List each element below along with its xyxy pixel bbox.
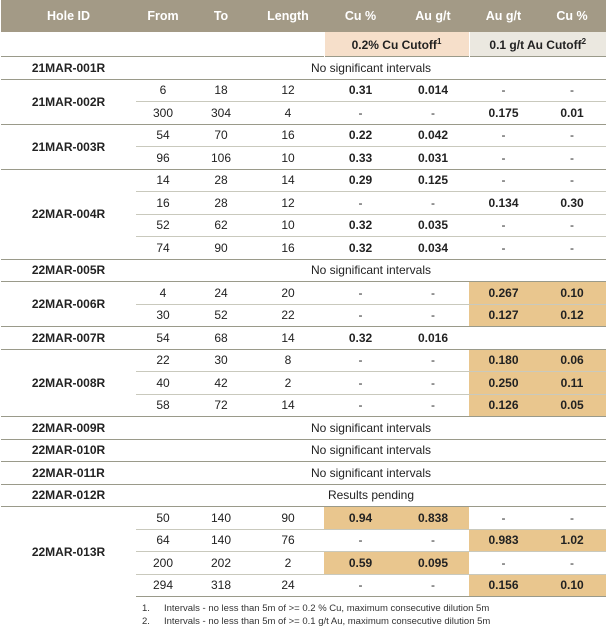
length-cell: 2 <box>252 372 324 395</box>
au-gt-cell-2: 0.175 <box>469 102 538 125</box>
hole-id: 22MAR-011R <box>1 462 136 485</box>
cu-pct-cell-2: 0.30 <box>538 192 606 215</box>
to-cell: 28 <box>190 192 252 215</box>
cu-pct-cell: - <box>324 394 397 417</box>
cu-pct-cell-2: - <box>538 79 606 102</box>
hole-id: 22MAR-008R <box>1 349 136 417</box>
length-cell: 14 <box>252 327 324 350</box>
length-cell: 16 <box>252 237 324 260</box>
footnote-text: Intervals - no less than 5m of >= 0.2 % Cu, maximum consecutive dilution 5m <box>164 603 490 614</box>
table-row <box>1 484 606 507</box>
hole-id: 22MAR-009R <box>1 417 136 440</box>
cu-pct-cell-2: 0.12 <box>538 304 606 327</box>
length-cell: 4 <box>252 102 324 125</box>
cu-pct-cell: - <box>324 349 397 372</box>
au-gt-cell-2: - <box>469 79 538 102</box>
cu-pct-cell: - <box>324 282 397 305</box>
au-gt-cell-2: - <box>469 552 538 575</box>
length-cell: 10 <box>252 214 324 237</box>
table-row <box>1 169 606 192</box>
header-to: To <box>190 0 252 32</box>
to-cell: 140 <box>190 529 252 552</box>
from-cell: 96 <box>136 147 190 170</box>
cu-pct-cell: - <box>324 574 397 597</box>
au-gt-cell: - <box>397 282 469 305</box>
length-cell: 76 <box>252 529 324 552</box>
table-row <box>1 507 606 530</box>
cu-pct-cell-2: 0.01 <box>538 102 606 125</box>
header-from: From <box>136 0 190 32</box>
hole-id: 22MAR-010R <box>1 439 136 462</box>
from-cell: 40 <box>136 372 190 395</box>
footnote <box>0 615 607 628</box>
hole-id: 22MAR-007R <box>1 327 136 350</box>
table-row <box>1 417 606 440</box>
hole-note: No significant intervals <box>136 57 606 80</box>
to-cell: 304 <box>190 102 252 125</box>
to-cell: 62 <box>190 214 252 237</box>
hole-note: No significant intervals <box>136 462 606 485</box>
header-cu-pct: Cu % <box>324 0 397 32</box>
from-cell: 4 <box>136 282 190 305</box>
to-cell: 106 <box>190 147 252 170</box>
cu-pct-cell-2: 0.10 <box>538 574 606 597</box>
footnotes <box>0 602 607 628</box>
table-row <box>1 124 606 147</box>
table-row <box>1 462 606 485</box>
hole-id: 22MAR-005R <box>1 259 136 282</box>
au-gt-cell-2: 0.156 <box>469 574 538 597</box>
au-gt-cell: - <box>397 574 469 597</box>
length-cell: 12 <box>252 192 324 215</box>
hole-id: 22MAR-006R <box>1 282 136 327</box>
cu-pct-cell-2: 1.02 <box>538 529 606 552</box>
au-gt-cell: 0.125 <box>397 169 469 192</box>
cu-cutoff-label: 0.2% Cu Cutoff$^1$ <box>324 32 469 57</box>
drill-results-table <box>1 0 606 597</box>
au-gt-cell: 0.014 <box>397 79 469 102</box>
au-gt-cell: - <box>397 529 469 552</box>
cu-pct-cell: - <box>324 192 397 215</box>
au-gt-cell: - <box>397 102 469 125</box>
length-cell: 12 <box>252 79 324 102</box>
length-cell: 10 <box>252 147 324 170</box>
cu-pct-cell: - <box>324 304 397 327</box>
table-row <box>1 327 606 350</box>
au-gt-cell: - <box>397 394 469 417</box>
from-cell: 74 <box>136 237 190 260</box>
to-cell: 42 <box>190 372 252 395</box>
to-cell: 318 <box>190 574 252 597</box>
to-cell: 140 <box>190 507 252 530</box>
to-cell: 70 <box>190 124 252 147</box>
from-cell: 50 <box>136 507 190 530</box>
cu-pct-cell-2: - <box>538 147 606 170</box>
cu-pct-cell-2: 0.05 <box>538 394 606 417</box>
au-gt-cell-2: - <box>469 147 538 170</box>
header-au-gt-2: Au g/t <box>469 0 538 32</box>
to-cell: 18 <box>190 79 252 102</box>
header-length: Length <box>252 0 324 32</box>
au-gt-cell-2: 0.250 <box>469 372 538 395</box>
au-gt-cell: - <box>397 349 469 372</box>
from-cell: 6 <box>136 79 190 102</box>
to-cell: 52 <box>190 304 252 327</box>
au-gt-cell: - <box>397 304 469 327</box>
au-gt-cell: 0.035 <box>397 214 469 237</box>
table-row <box>1 57 606 80</box>
cu-pct-cell: - <box>324 529 397 552</box>
cu-pct-cell-2: - <box>538 214 606 237</box>
cu-pct-cell-2: - <box>538 169 606 192</box>
cu-pct-cell-2: - <box>538 124 606 147</box>
footnote-text: Intervals - no less than 5m of >= 0.1 g/t Au, maximum consecutive dilution 5m <box>164 616 491 627</box>
length-cell: 8 <box>252 349 324 372</box>
length-cell: 90 <box>252 507 324 530</box>
table-row <box>1 79 606 102</box>
from-cell: 294 <box>136 574 190 597</box>
au-gt-cell: 0.095 <box>397 552 469 575</box>
table-row <box>1 259 606 282</box>
cu-pct-cell: 0.94 <box>324 507 397 530</box>
cu-pct-cell: 0.31 <box>324 79 397 102</box>
from-cell: 14 <box>136 169 190 192</box>
from-cell: 54 <box>136 327 190 350</box>
au-gt-cell: - <box>397 372 469 395</box>
table-row <box>1 282 606 305</box>
header-row <box>1 0 606 32</box>
length-cell: 2 <box>252 552 324 575</box>
length-cell: 16 <box>252 124 324 147</box>
au-gt-cell-2: - <box>469 507 538 530</box>
au-gt-cell-2: 0.127 <box>469 304 538 327</box>
footnote-number: 1. <box>142 603 150 614</box>
au-gt-cell: 0.031 <box>397 147 469 170</box>
from-cell: 52 <box>136 214 190 237</box>
table-row <box>1 439 606 462</box>
from-cell: 58 <box>136 394 190 417</box>
from-cell: 16 <box>136 192 190 215</box>
cu-pct-cell-2: 0.10 <box>538 282 606 305</box>
from-cell: 30 <box>136 304 190 327</box>
cu-pct-cell-2: 0.11 <box>538 372 606 395</box>
au-gt-cell-2: - <box>469 124 538 147</box>
length-cell: 24 <box>252 574 324 597</box>
table-row <box>1 349 606 372</box>
from-cell: 22 <box>136 349 190 372</box>
cu-pct-cell: 0.32 <box>324 237 397 260</box>
to-cell: 202 <box>190 552 252 575</box>
au-gt-cell-2: - <box>469 214 538 237</box>
hole-id: 21MAR-001R <box>1 57 136 80</box>
cutoff-row <box>1 32 606 57</box>
hole-id: 21MAR-003R <box>1 124 136 169</box>
au-gt-cell-2: 0.180 <box>469 349 538 372</box>
au-cutoff-label: 0.1 g/t Au Cutoff$^2$ <box>469 32 606 57</box>
au-gt-cell: 0.042 <box>397 124 469 147</box>
hole-note: No significant intervals <box>136 439 606 462</box>
length-cell: 20 <box>252 282 324 305</box>
header-cu-pct-2: Cu % <box>538 0 606 32</box>
cu-pct-cell: 0.29 <box>324 169 397 192</box>
hole-note: No significant intervals <box>136 259 606 282</box>
hole-id: 21MAR-002R <box>1 79 136 124</box>
au-gt-cell-2: 0.267 <box>469 282 538 305</box>
cu-pct-cell-2: - <box>538 507 606 530</box>
cu-pct-cell: 0.33 <box>324 147 397 170</box>
to-cell: 68 <box>190 327 252 350</box>
hole-id: 22MAR-012R <box>1 484 136 507</box>
hole-id: 22MAR-013R <box>1 507 136 597</box>
hole-note: No significant intervals <box>136 417 606 440</box>
hole-note: Results pending <box>136 484 606 507</box>
length-cell: 22 <box>252 304 324 327</box>
length-cell: 14 <box>252 394 324 417</box>
from-cell: 300 <box>136 102 190 125</box>
au-gt-cell: - <box>397 192 469 215</box>
cu-pct-cell: 0.32 <box>324 214 397 237</box>
cu-pct-cell-2 <box>538 327 606 350</box>
to-cell: 72 <box>190 394 252 417</box>
au-gt-cell: 0.034 <box>397 237 469 260</box>
au-gt-cell-2: 0.983 <box>469 529 538 552</box>
cu-pct-cell-2: 0.06 <box>538 349 606 372</box>
au-gt-cell: 0.838 <box>397 507 469 530</box>
au-gt-cell-2 <box>469 327 538 350</box>
au-gt-cell-2: - <box>469 237 538 260</box>
to-cell: 30 <box>190 349 252 372</box>
cu-pct-cell: - <box>324 102 397 125</box>
cu-pct-cell-2: - <box>538 237 606 260</box>
header-au-gt: Au g/t <box>397 0 469 32</box>
header-hole-id: Hole ID <box>1 0 136 32</box>
length-cell: 14 <box>252 169 324 192</box>
hole-id: 22MAR-004R <box>1 169 136 259</box>
to-cell: 24 <box>190 282 252 305</box>
to-cell: 28 <box>190 169 252 192</box>
from-cell: 64 <box>136 529 190 552</box>
footnote-number: 2. <box>142 616 150 627</box>
au-gt-cell-2: 0.126 <box>469 394 538 417</box>
from-cell: 54 <box>136 124 190 147</box>
au-gt-cell-2: 0.134 <box>469 192 538 215</box>
from-cell: 200 <box>136 552 190 575</box>
to-cell: 90 <box>190 237 252 260</box>
au-gt-cell: 0.016 <box>397 327 469 350</box>
footnote <box>0 602 607 615</box>
cu-pct-cell: 0.22 <box>324 124 397 147</box>
cu-pct-cell: 0.32 <box>324 327 397 350</box>
cu-pct-cell: 0.59 <box>324 552 397 575</box>
cu-pct-cell: - <box>324 372 397 395</box>
au-gt-cell-2: - <box>469 169 538 192</box>
cu-pct-cell-2: - <box>538 552 606 575</box>
